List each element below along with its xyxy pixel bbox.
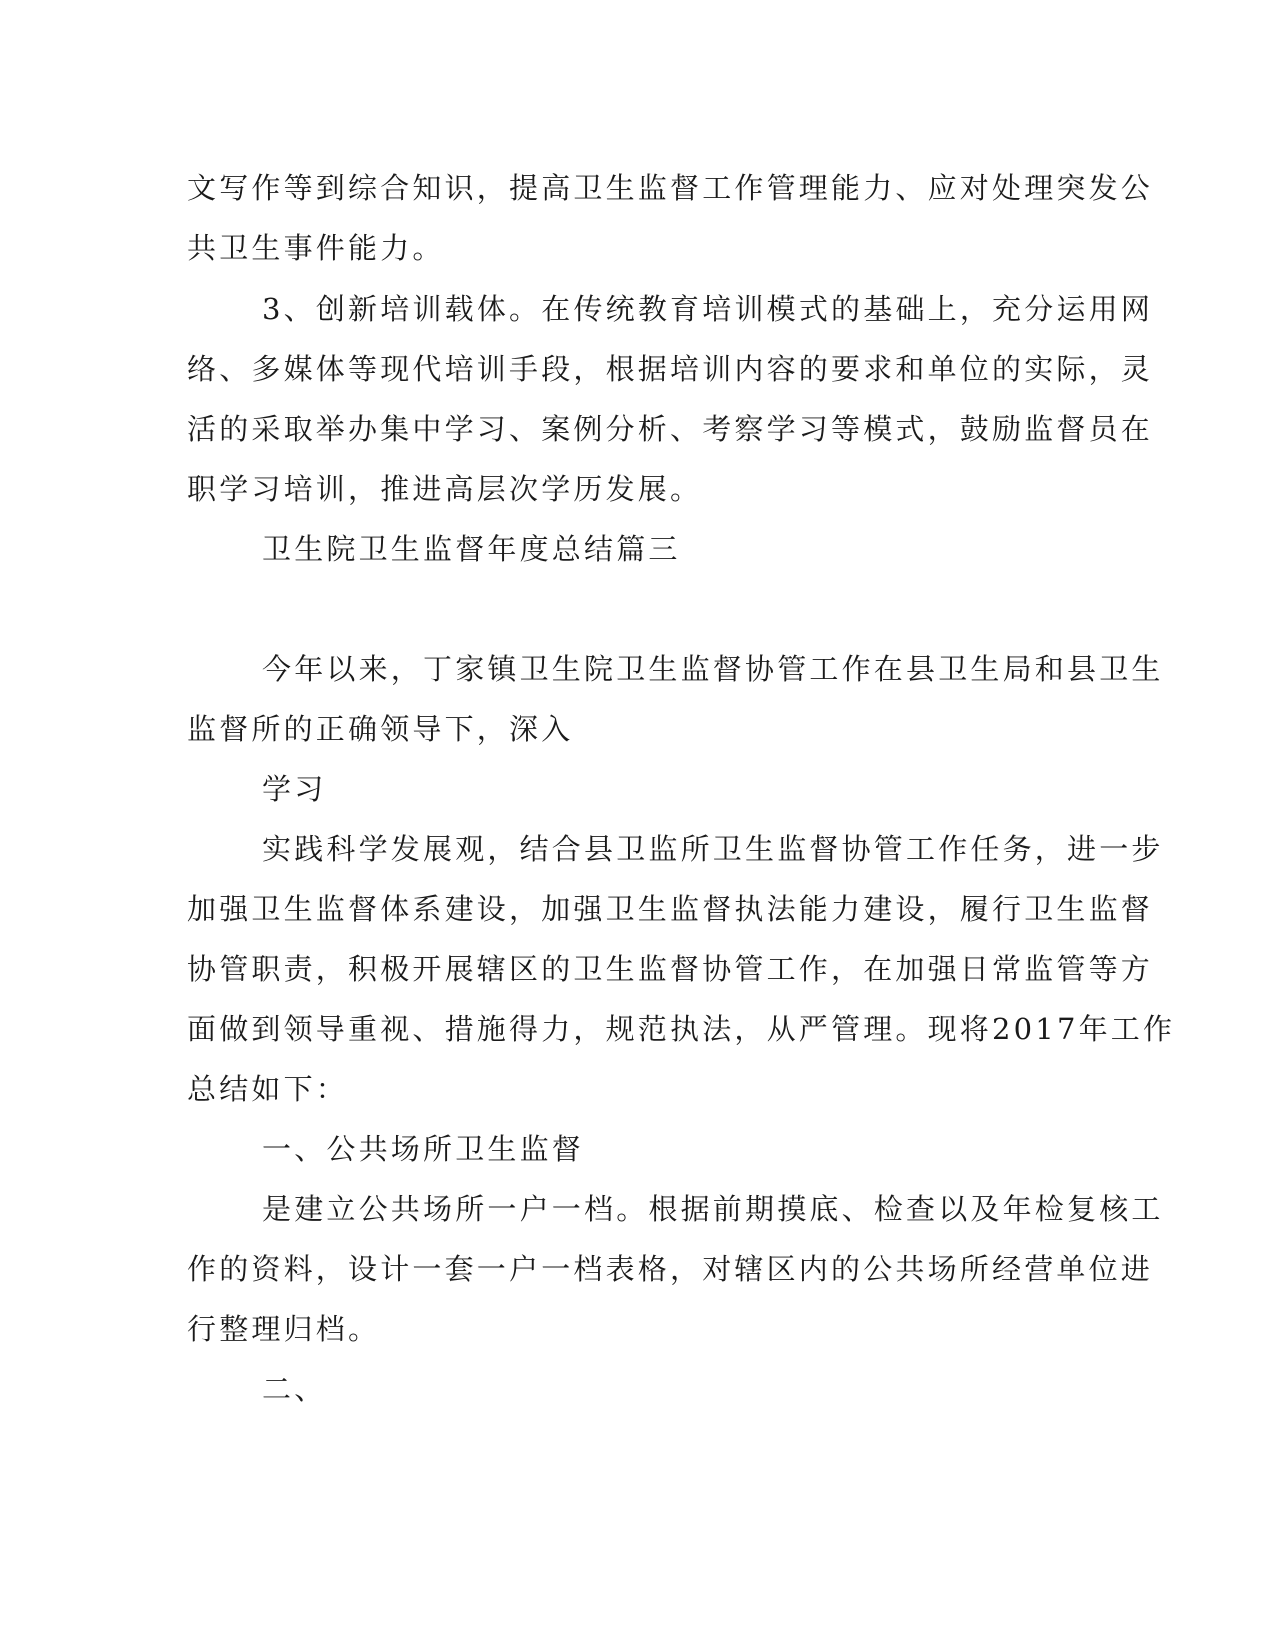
paragraph-line: 今年以来，丁家镇卫生院卫生监督协管工作在县卫生局和县卫生 [262, 652, 1164, 686]
paragraph-line: 总结如下： [187, 1072, 349, 1106]
paragraph-line: 作的资料，设计一套一户一档表格，对辖区内的公共场所经营单位进 [187, 1252, 1154, 1286]
paragraph-line: 协管职责，积极开展辖区的卫生监督协管工作，在加强日常监管等方 [187, 952, 1154, 986]
paragraph-line: 3、创新培训载体。在传统教育培训模式的基础上，充分运用网 [262, 292, 1154, 326]
paragraph-line: 实践科学发展观，结合县卫监所卫生监督协管工作任务，进一步 [262, 832, 1164, 866]
paragraph-line: 学习 [262, 772, 327, 806]
paragraph-line: 文写作等到综合知识，提高卫生监督工作管理能力、应对处理突发公 [187, 171, 1154, 205]
subsection-heading: 二、 [262, 1372, 327, 1406]
paragraph-line: 是建立公共场所一户一档。根据前期摸底、检查以及年检复核工 [262, 1192, 1164, 1226]
paragraph-line: 职学习培训，推进高层次学历发展。 [187, 472, 703, 506]
paragraph-line: 监督所的正确领导下，深入 [187, 712, 574, 746]
paragraph-line: 面做到领导重视、措施得力，规范执法，从严管理。现将2017年工作 [187, 1012, 1176, 1046]
paragraph-line: 加强卫生监督体系建设，加强卫生监督执法能力建设，履行卫生监督 [187, 892, 1154, 926]
section-title: 卫生院卫生监督年度总结篇三 [262, 532, 681, 566]
paragraph-line: 共卫生事件能力。 [187, 231, 445, 265]
paragraph-line: 行整理归档。 [187, 1312, 381, 1346]
paragraph-line: 络、多媒体等现代培训手段，根据培训内容的要求和单位的实际，灵 [187, 352, 1154, 386]
paragraph-line: 活的采取举办集中学习、案例分析、考察学习等模式，鼓励监督员在 [187, 412, 1154, 446]
subsection-heading: 一、公共场所卫生监督 [262, 1132, 585, 1166]
